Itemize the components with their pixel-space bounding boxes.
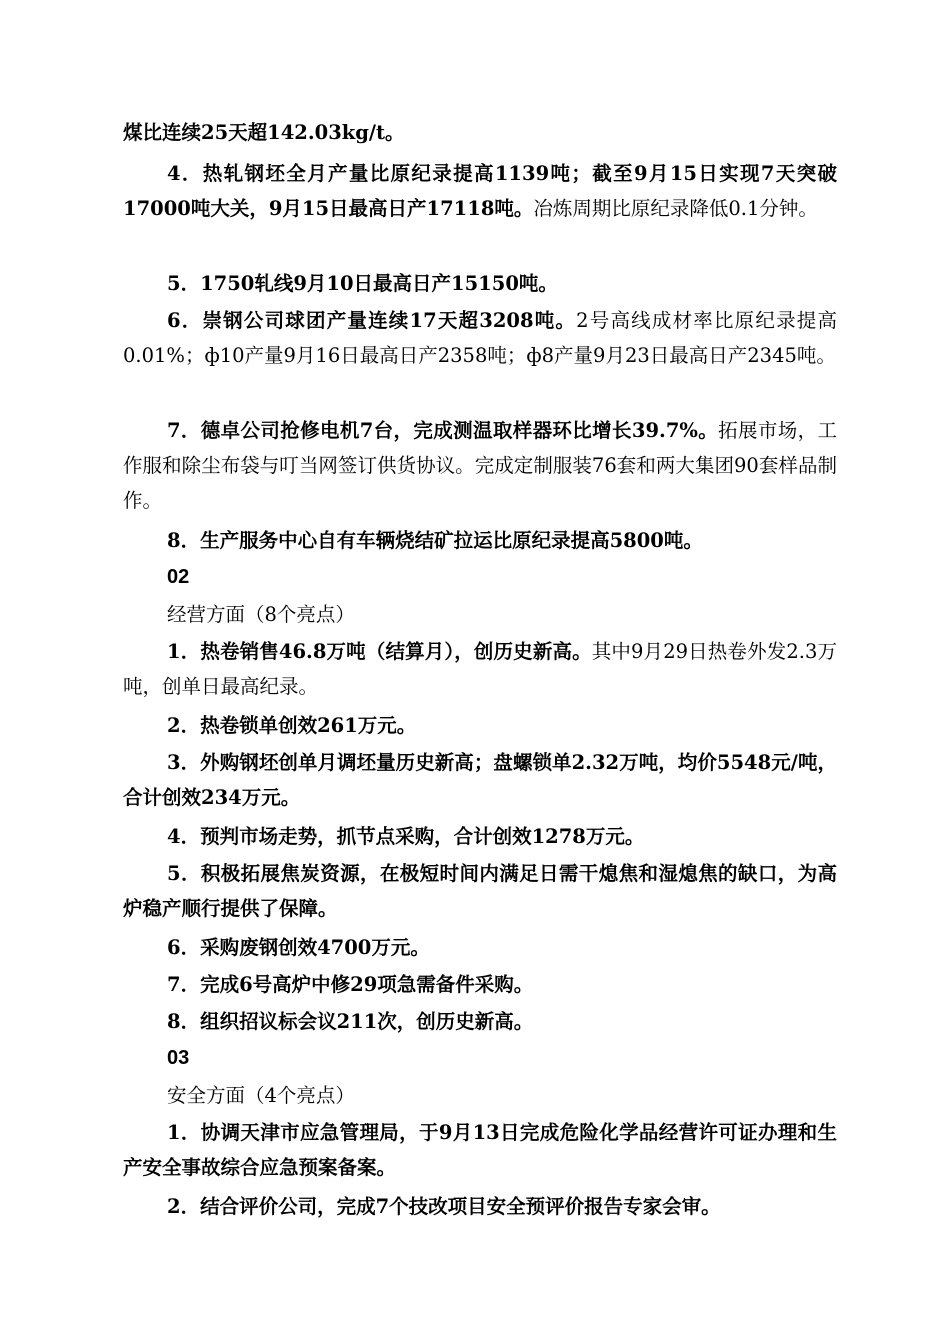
paragraph-coal-ratio: [123, 115, 837, 150]
paragraph-item-7: [123, 413, 837, 518]
section2-item-7: [123, 967, 837, 1002]
section2-item-6: [123, 930, 837, 965]
paragraph-bold-text: 8．生产服务中心自有车辆烧结矿拉运比原纪录提高5800吨。: [167, 529, 703, 552]
section-number: 03: [167, 1047, 190, 1069]
paragraph-item-8: [123, 523, 837, 558]
section2-item-2: [123, 708, 837, 743]
section2-item-8: [123, 1004, 837, 1039]
paragraph-bold-text: 1．协调天津市应急管理局，于9月13日完成危险化学品经营许可证办理和生产安全事故综合应急预案备案。: [123, 1121, 837, 1179]
paragraph-bold-text: 3．外购钢坯创单月调坯量历史新高；盘螺锁单2.32万吨，均价5548元/吨，合计创效234万元。: [123, 751, 837, 809]
section2-item-1: [123, 634, 837, 704]
paragraph-bold-text: 7．完成6号高炉中修29项急需备件采购。: [167, 973, 534, 996]
paragraph-bold-text: 1．热卷销售46.8万吨（结算月），创历史新高。: [167, 640, 592, 663]
paragraph-normal-text: 冶炼周期比原纪录降低0.1分钟。: [533, 197, 818, 220]
paragraph-bold-text: 8．组织招议标会议211次，创历史新高。: [167, 1010, 534, 1033]
paragraph-bold-text: 5．积极拓展焦炭资源，在极短时间内满足日需干熄焦和湿熄焦的缺口，为高炉稳产顺行提供了保障。: [123, 862, 837, 920]
paragraph-item-6: [123, 303, 837, 373]
section2-item-4: [123, 819, 837, 854]
paragraph-normal-text: 其中9月29日热卷外发2.3万吨，创单日最高纪录。: [123, 640, 837, 698]
paragraph-item-5: [123, 266, 837, 301]
paragraph-normal-text: 2号高线成材率比原纪录提高0.01%；ф10产量9月16日最高日产2358吨；ф8产量9月23日最高日产2345吨。: [123, 309, 837, 367]
section-title: 经营方面（8个亮点）: [167, 603, 355, 626]
paragraph-normal-text: 拓展市场，工作服和除尘布袋与叮当网签订供货协议。完成定制服装76套和两大集团90套样品制作。: [123, 419, 837, 512]
paragraph-bold-text: 7．德卓公司抢修电机7台，完成测温取样器环比增长39.7%。: [167, 419, 719, 442]
section-title: 安全方面（4个亮点）: [167, 1084, 355, 1107]
paragraph-bold-text: 5．1750轧线9月10日最高日产15150吨。: [167, 272, 558, 295]
paragraph-bold-text: 4．预判市场走势，抓节点采购，合计创效1278万元。: [167, 825, 645, 848]
paragraph-bold-text: 4．热轧钢坯全月产量比原纪录提高1139吨；截至9月15日实现7天突破17000吨大关，9月15日最高日产17118吨。: [123, 162, 837, 220]
paragraph-bold-text: 2．结合评价公司，完成7个技改项目安全预评价报告专家会审。: [167, 1195, 721, 1218]
paragraph-bold-text: 6．采购废钢创效4700万元。: [167, 936, 430, 959]
section3-item-2: [123, 1189, 837, 1224]
section3-item-1: [123, 1115, 837, 1185]
paragraph-bold-text: 煤比连续25天超142.03kg/t。: [123, 121, 405, 144]
section-number: 02: [167, 566, 190, 588]
paragraph-bold-text: 6．崇钢公司球团产量连续17天超3208吨。: [167, 309, 577, 332]
section2-item-5: [123, 856, 837, 926]
section2-item-3: [123, 745, 837, 815]
paragraph-item-4: [123, 156, 837, 226]
paragraph-bold-text: 2．热卷锁单创效261万元。: [167, 714, 417, 737]
